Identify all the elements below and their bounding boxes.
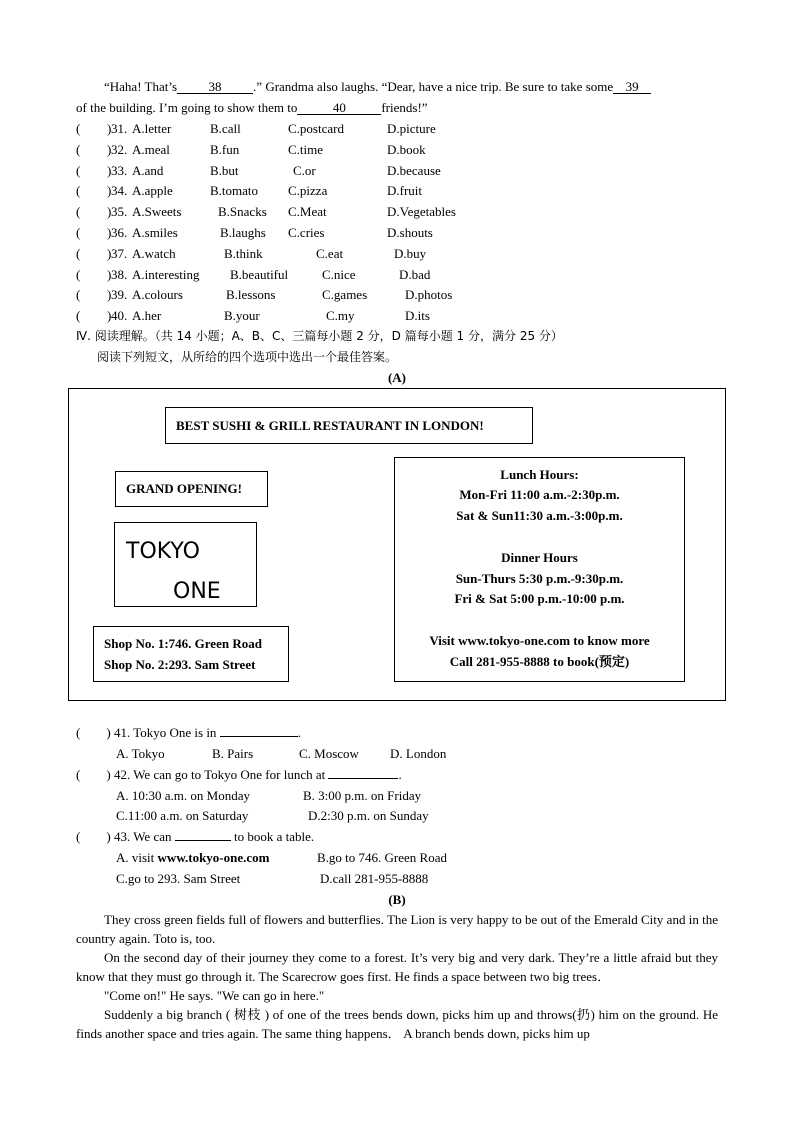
- text-segment: .” Grandma also laughs. “Dear, have a nice trip. Be sure to take some: [253, 79, 614, 94]
- question-stem: 41. Tokyo One is in: [113, 725, 217, 740]
- question-number: 40.: [111, 308, 128, 324]
- call-to-book: Call 281-955-8888 to book(预定): [449, 654, 630, 669]
- answer-slot[interactable]: [84, 183, 106, 199]
- answer-paren-open: (: [76, 266, 81, 282]
- answer-paren-open: (: [76, 308, 81, 324]
- option-a[interactable]: A.apple: [132, 183, 173, 199]
- option-b[interactable]: B.Snacks: [218, 204, 267, 220]
- answer-slot[interactable]: [84, 121, 106, 137]
- ad-title: BEST SUSHI & GRILL RESTAURANT IN LONDON!: [176, 418, 484, 433]
- answer-slot[interactable]: [84, 246, 106, 262]
- option-a[interactable]: A.Sweets: [132, 204, 182, 220]
- passage-top-line2: [76, 100, 428, 116]
- passage-b-paragraph-3: "Come on!" He says. "We can go in here.": [104, 988, 325, 1003]
- text-segment: friends!”: [381, 100, 428, 115]
- question-number: 37.: [111, 245, 128, 261]
- option-b[interactable]: B.call: [210, 121, 241, 136]
- option-a[interactable]: A.letter: [132, 121, 172, 136]
- answer-slot[interactable]: [84, 267, 106, 283]
- answer-paren-close: ): [107, 183, 112, 199]
- answer-slot[interactable]: [84, 287, 106, 303]
- option-c[interactable]: C.or: [293, 162, 316, 178]
- question-number: 35.: [111, 204, 128, 220]
- blank-39: 39: [613, 80, 651, 94]
- blank-38: 38: [177, 80, 253, 94]
- option-c[interactable]: C.eat: [316, 245, 344, 261]
- passage-b-paragraph-4: Suddenly a big branch ( 树枝 ) of one of the trees bends down, picks him up and throws(扔) him on the ground. He finds another space and tries again. The same thing happens． A branch bends down, picks him up: [76, 1007, 718, 1041]
- option-a[interactable]: A.interesting: [132, 266, 200, 282]
- question-end: .: [297, 725, 301, 740]
- ad-title-box: [165, 407, 533, 444]
- option-a[interactable]: A.smiles: [132, 225, 178, 240]
- question-blank: [328, 778, 398, 779]
- option-d[interactable]: D.photos: [405, 287, 453, 303]
- option-a[interactable]: A.meal: [132, 141, 170, 157]
- option-a[interactable]: A.and: [132, 162, 164, 178]
- option-a-text: A. visit: [116, 850, 158, 865]
- answer-slot[interactable]: [84, 142, 106, 158]
- passage-b-paragraph-2: On the second day of their journey they come to a forest. It’s very big and very dark. They’re a little afraid but they know that they must go through it. The Scarecrow goes first. He finds a space between two big trees．: [76, 950, 718, 984]
- question-42: [76, 767, 402, 783]
- section-4-instruction: 阅读下列短文，从所给的四个选项中选出一个最佳答案。: [97, 350, 398, 364]
- answer-paren-close: ): [106, 767, 111, 782]
- option-b[interactable]: B.fun: [210, 141, 240, 157]
- option-c[interactable]: C.go to 293. Sam Street: [116, 871, 241, 886]
- answer-paren-close: ): [107, 266, 112, 282]
- answer-paren-open: (: [76, 225, 81, 240]
- option-d[interactable]: D.shouts: [387, 225, 433, 240]
- answer-paren-open: (: [76, 767, 81, 782]
- answer-paren-open: (: [76, 829, 81, 844]
- option-a[interactable]: A. 10:30 a.m. on Monday: [116, 788, 250, 803]
- option-a-website: www.tokyo-one.com: [157, 850, 270, 865]
- text-segment: of the building. I’m going to show them to: [76, 100, 298, 115]
- option-d[interactable]: D.2:30 p.m. on Sunday: [308, 808, 429, 823]
- question-blank: [175, 840, 231, 841]
- question-number: 31.: [111, 121, 128, 136]
- option-c[interactable]: C.Meat: [288, 204, 327, 220]
- option-a[interactable]: A. Tokyo: [116, 746, 165, 761]
- option-a[interactable]: [116, 850, 269, 866]
- answer-slot[interactable]: [84, 163, 106, 179]
- passage-a-label: (A): [387, 370, 407, 385]
- option-c[interactable]: C.postcard: [288, 121, 344, 136]
- option-b[interactable]: B.tomato: [210, 183, 259, 199]
- option-d[interactable]: D.fruit: [387, 183, 423, 199]
- option-b[interactable]: B.laughs: [220, 225, 266, 240]
- answer-paren-open: (: [76, 245, 81, 261]
- shop-address-box: [93, 626, 289, 682]
- option-d[interactable]: D.book: [387, 141, 426, 157]
- text-segment: “Haha! That’s: [104, 79, 178, 94]
- question-end: to book a table.: [234, 829, 315, 844]
- option-d[interactable]: D.because: [387, 162, 441, 178]
- blank-40: 40: [297, 101, 381, 115]
- question-number: 36.: [111, 225, 128, 240]
- option-d[interactable]: D.buy: [394, 245, 427, 261]
- option-b[interactable]: B.lessons: [226, 287, 276, 303]
- question-stem: 43. We can: [113, 829, 172, 844]
- option-c[interactable]: C.nice: [322, 266, 356, 282]
- option-c[interactable]: C.11:00 a.m. on Saturday: [116, 808, 249, 823]
- option-d[interactable]: D.bad: [399, 266, 431, 282]
- option-c[interactable]: C.time: [288, 141, 324, 157]
- question-number: 32.: [111, 141, 128, 157]
- option-b[interactable]: B.think: [224, 245, 263, 261]
- hours-info-box: [394, 457, 685, 682]
- answer-paren-open: (: [76, 141, 81, 157]
- answer-paren-close: ): [107, 141, 112, 157]
- answer-paren-close: ): [107, 308, 112, 324]
- option-b[interactable]: B. 3:00 p.m. on Friday: [303, 788, 422, 803]
- option-d[interactable]: D.call 281-955-8888: [320, 871, 429, 886]
- option-c[interactable]: C.pizza: [288, 183, 328, 199]
- option-d[interactable]: D. London: [390, 746, 447, 761]
- option-c[interactable]: C. Moscow: [299, 746, 359, 761]
- grand-opening-box: [115, 471, 268, 507]
- answer-paren-close: ): [106, 829, 111, 844]
- answer-paren-close: ): [107, 204, 112, 220]
- option-a[interactable]: A.colours: [132, 287, 183, 303]
- dinner-sun-thurs-hours: Sun-Thurs 5:30 p.m.-9:30p.m.: [455, 571, 624, 586]
- question-end: .: [398, 767, 402, 782]
- visit-website: Visit www.tokyo-one.com to know more: [429, 633, 650, 648]
- tokyo-one-logo-box: [114, 522, 257, 607]
- lunch-weekday-hours: Mon-Fri 11:00 a.m.-2:30p.m.: [459, 487, 620, 502]
- question-number: 33.: [111, 162, 128, 178]
- question-stem: 42. We can go to Tokyo One for lunch at: [113, 767, 326, 782]
- option-b[interactable]: B.beautiful: [230, 266, 289, 282]
- answer-paren-close: ): [107, 245, 112, 261]
- option-b[interactable]: B.your: [224, 308, 260, 324]
- logo-line-2: ONE: [173, 579, 221, 604]
- answer-paren-open: (: [76, 183, 81, 199]
- question-number: 38.: [111, 266, 128, 282]
- question-blank: [220, 736, 298, 737]
- passage-b-paragraph-1: They cross green fields full of flowers and butterflies. The Lion is very happy to be out of the Emerald City and in the country again. Toto is, too.: [76, 912, 718, 946]
- option-d[interactable]: D.picture: [387, 121, 436, 136]
- lunch-title: Lunch Hours:: [500, 467, 579, 482]
- grand-opening-text: GRAND OPENING!: [126, 481, 242, 496]
- passage-top-line1: [104, 79, 651, 95]
- question-number: 34.: [111, 183, 128, 199]
- answer-slot[interactable]: [84, 225, 106, 241]
- option-a[interactable]: A.watch: [132, 245, 176, 261]
- passage-b-label: (B): [388, 892, 406, 907]
- shop-1-address: Shop No. 1:746. Green Road: [104, 636, 262, 651]
- answer-paren-open: (: [76, 204, 81, 220]
- option-b[interactable]: B. Pairs: [212, 746, 254, 761]
- option-d[interactable]: D.its: [405, 308, 430, 324]
- logo-line-1: TOKYO: [126, 539, 200, 564]
- answer-slot[interactable]: [84, 308, 106, 324]
- question-41: [76, 725, 301, 741]
- answer-paren-open: (: [76, 725, 81, 740]
- answer-paren-close: ): [107, 121, 112, 136]
- answer-paren-close: ): [106, 725, 111, 740]
- option-a[interactable]: A.her: [132, 308, 162, 324]
- answer-paren-close: ): [107, 287, 112, 303]
- section-4-heading: Ⅳ. 阅读理解。（共 14 小题；A、B、C、三篇每小题 2 分，D 篇每小题 1 分，满分 25 分）: [76, 329, 563, 343]
- option-c[interactable]: C.games: [322, 287, 368, 303]
- option-b[interactable]: B.but: [210, 162, 239, 178]
- question-number: 39.: [111, 287, 128, 303]
- answer-paren-open: (: [76, 287, 81, 303]
- option-d[interactable]: D.Vegetables: [387, 204, 456, 220]
- answer-paren-open: (: [76, 121, 81, 136]
- option-c[interactable]: C.my: [326, 308, 355, 324]
- question-43: [76, 829, 314, 845]
- option-b[interactable]: B.go to 746. Green Road: [317, 850, 447, 865]
- answer-paren-open: (: [76, 162, 81, 178]
- shop-2-address: Shop No. 2:293. Sam Street: [104, 657, 256, 672]
- option-c[interactable]: C.cries: [288, 225, 325, 240]
- dinner-fri-sat-hours: Fri & Sat 5:00 p.m.-10:00 p.m.: [454, 591, 625, 606]
- dinner-title: Dinner Hours: [501, 550, 578, 565]
- answer-slot[interactable]: [84, 204, 106, 220]
- lunch-weekend-hours: Sat & Sun11:30 a.m.-3:00p.m.: [456, 508, 623, 523]
- answer-paren-close: ): [107, 225, 112, 240]
- answer-paren-close: ): [107, 162, 112, 178]
